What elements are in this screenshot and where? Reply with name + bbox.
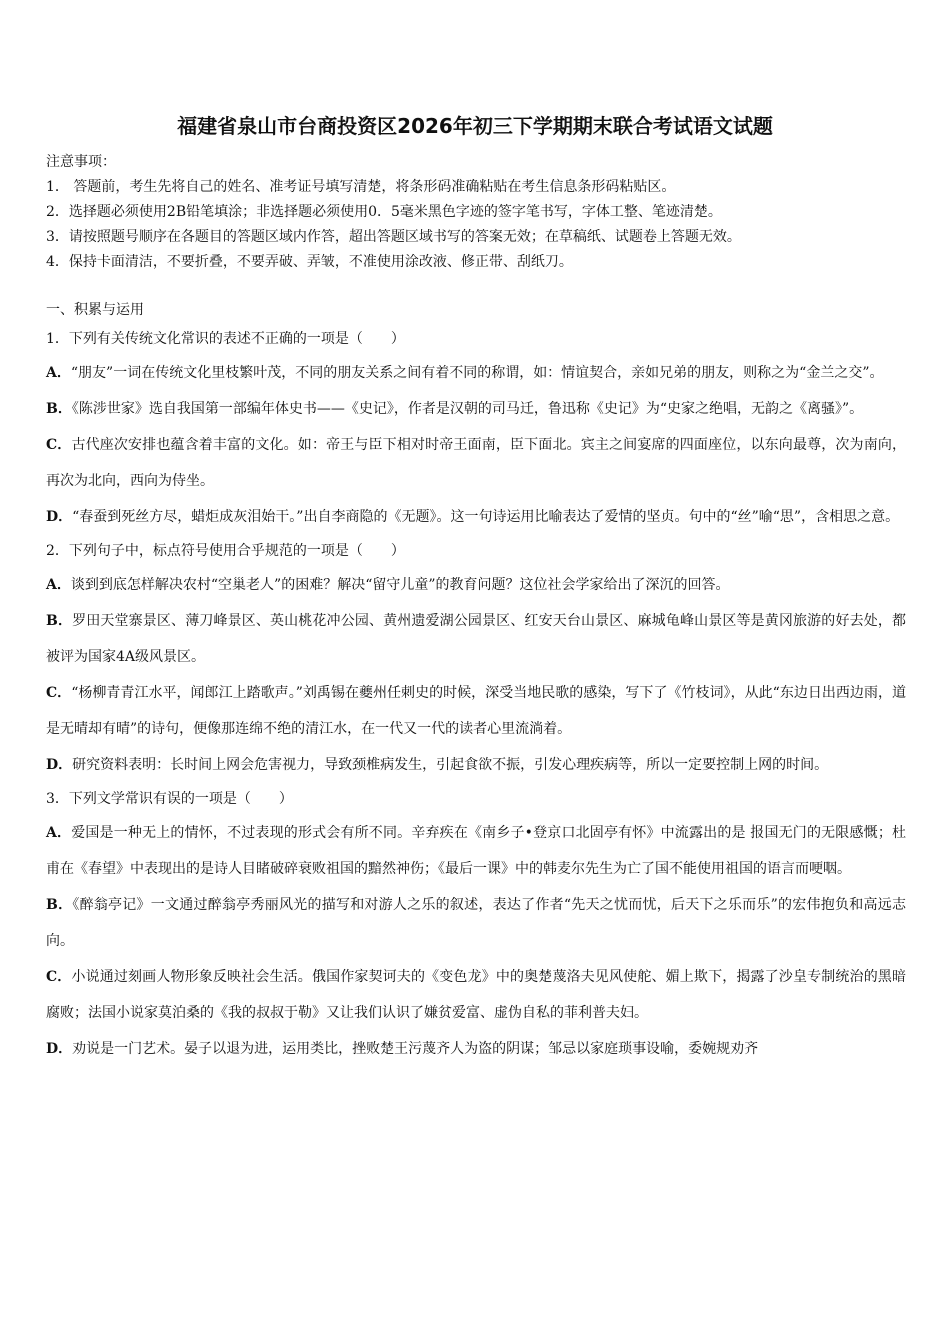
- option-key: D．: [46, 509, 73, 525]
- option-d: [46, 1031, 906, 1067]
- option-key: D．: [46, 757, 73, 773]
- section-title: 一、积累与运用: [46, 302, 144, 318]
- option-c: [46, 675, 906, 747]
- exam-title: 福建省泉山市台商投资区2026年初三下学期期末联合考试语文试题: [177, 114, 773, 138]
- option-c: [46, 959, 906, 1031]
- option-key: D．: [46, 1041, 73, 1057]
- option-text: 爱国是一种无上的情怀，不过表现的形式会有所不同。辛弃疾在《南乡子•登京口北固亭有怀》中流露出的是 报国无门的无限感慨；杜甫在《春望》中表现出的是诗人目睹破碎衰败祖国的黯然神伤；《最后一课》中的韩麦尔先生为亡了国不能使用祖国的语言而哽咽。: [46, 825, 906, 877]
- option-b: [46, 391, 906, 427]
- option-text: 谈到到底怎样解决农村“空巢老人”的困难？解决“留守儿童”的教育问题？这位社会学家给出了深沉的回答。: [70, 577, 730, 593]
- option-text: 小说通过刻画人物形象反映社会生活。俄国作家契诃夫的《变色龙》中的奥楚蔑洛夫见风使舵、媚上欺下，揭露了沙皇专制统治的黑暗腐败；法国小说家莫泊桑的《我的叔叔于勒》又让我们认识了嫌贫爱富、虚伪自私的菲利普夫妇。: [46, 969, 906, 1021]
- option-b: [46, 887, 906, 959]
- option-d: [46, 747, 906, 783]
- question-stem: 1．下列有关传统文化常识的表述不正确的一项是（ ）: [46, 331, 405, 347]
- option-key: A．: [46, 577, 71, 593]
- notes-block: [46, 150, 906, 275]
- option-key: B．: [46, 613, 73, 629]
- option-key: C．: [46, 969, 72, 985]
- option-text: “朋友”一词在传统文化里枝繁叶茂，不同的朋友关系之间有着不同的称谓，如：情谊契合，亲如兄弟的朋友，则称之为“金兰之交”。: [70, 365, 884, 381]
- exam-content: [46, 298, 906, 1067]
- note-item: 3．请按照题号顺序在各题目的答题区域内作答，超出答题区域书写的答案无效；在草稿纸、试题卷上答题无效。: [46, 229, 741, 245]
- option-key: B．: [46, 897, 73, 913]
- notes-heading: 注意事项：: [46, 154, 116, 170]
- option-text: 罗田天堂寨景区、薄刀峰景区、英山桃花冲公园、黄州遗爱湖公园景区、红安天台山景区、麻城龟峰山景区等是黄冈旅游的好去处，都被评为国家4A级风景区。: [46, 613, 906, 665]
- option-text: 《陈涉世家》选自我国第一部编年体史书——《史记》，作者是汉朝的司马迁，鲁迅称《史记》为“史家之绝唱，无韵之《离骚》”。: [71, 401, 864, 417]
- note-item: 4．保持卡面清洁，不要折叠，不要弄破、弄皱，不准使用涂改液、修正带、刮纸刀。: [46, 254, 573, 270]
- note-item: 1． 答题前，考生先将自己的姓名、准考证号填写清楚，将条形码准确粘贴在考生信息条形码粘贴区。: [46, 179, 676, 195]
- option-a: [46, 815, 906, 887]
- option-c: [46, 427, 906, 499]
- question-stem: 3．下列文学常识有误的一项是（ ）: [46, 791, 293, 807]
- option-text: 《醉翁亭记》一文通过醉翁亭秀丽风光的描写和对游人之乐的叙述，表达了作者“先天之忧而忧，后天下之乐而乐”的宏伟抱负和高远志向。: [46, 897, 906, 949]
- option-d: [46, 499, 906, 535]
- option-text: 劝说是一门艺术。晏子以退为进，运用类比，挫败楚王污蔑齐人为盗的阴谋；邹忌以家庭琐事设喻，委婉规劝齐: [72, 1041, 759, 1057]
- option-key: C．: [46, 685, 72, 701]
- question-stem: 2．下列句子中，标点符号使用合乎规范的一项是（ ）: [46, 543, 405, 559]
- option-key: C．: [46, 437, 72, 453]
- option-text: “杨柳青青江水平，闻郎江上踏歌声。”刘禹锡在夔州任刺史的时候，深受当地民歌的感染，写下了《竹枝词》，从此“东边日出西边雨，道是无晴却有晴”的诗句，便像那连绵不绝的清江水，在一代又一代的读者心里流淌着。: [46, 685, 906, 737]
- option-b: [46, 603, 906, 675]
- option-key: A．: [46, 365, 71, 381]
- option-key: A．: [46, 825, 72, 841]
- option-text: 古代座次安排也蕴含着丰富的文化。如：帝王与臣下相对时帝王面南，臣下面北。宾主之间宴席的四面座位，以东向最尊，次为南向，再次为北向，西向为侍坐。: [46, 437, 906, 489]
- note-item: 2．选择题必须使用2B铅笔填涂；非选择题必须使用0．5毫米黑色字迹的签字笔书写，字体工整、笔迹清楚。: [46, 204, 722, 220]
- option-text: “春蚕到死丝方尽，蜡炬成灰泪始干。”出自李商隐的《无题》。这一句诗运用比喻表达了爱情的坚贞。句中的“丝”喻“思”，含相思之意。: [72, 509, 900, 525]
- option-a: [46, 355, 906, 391]
- option-key: B．: [46, 401, 72, 417]
- option-a: [46, 567, 906, 603]
- option-text: 研究资料表明：长时间上网会危害视力，导致颈椎病发生，引起食欲不振，引发心理疾病等，所以一定要控制上网的时间。: [72, 757, 829, 773]
